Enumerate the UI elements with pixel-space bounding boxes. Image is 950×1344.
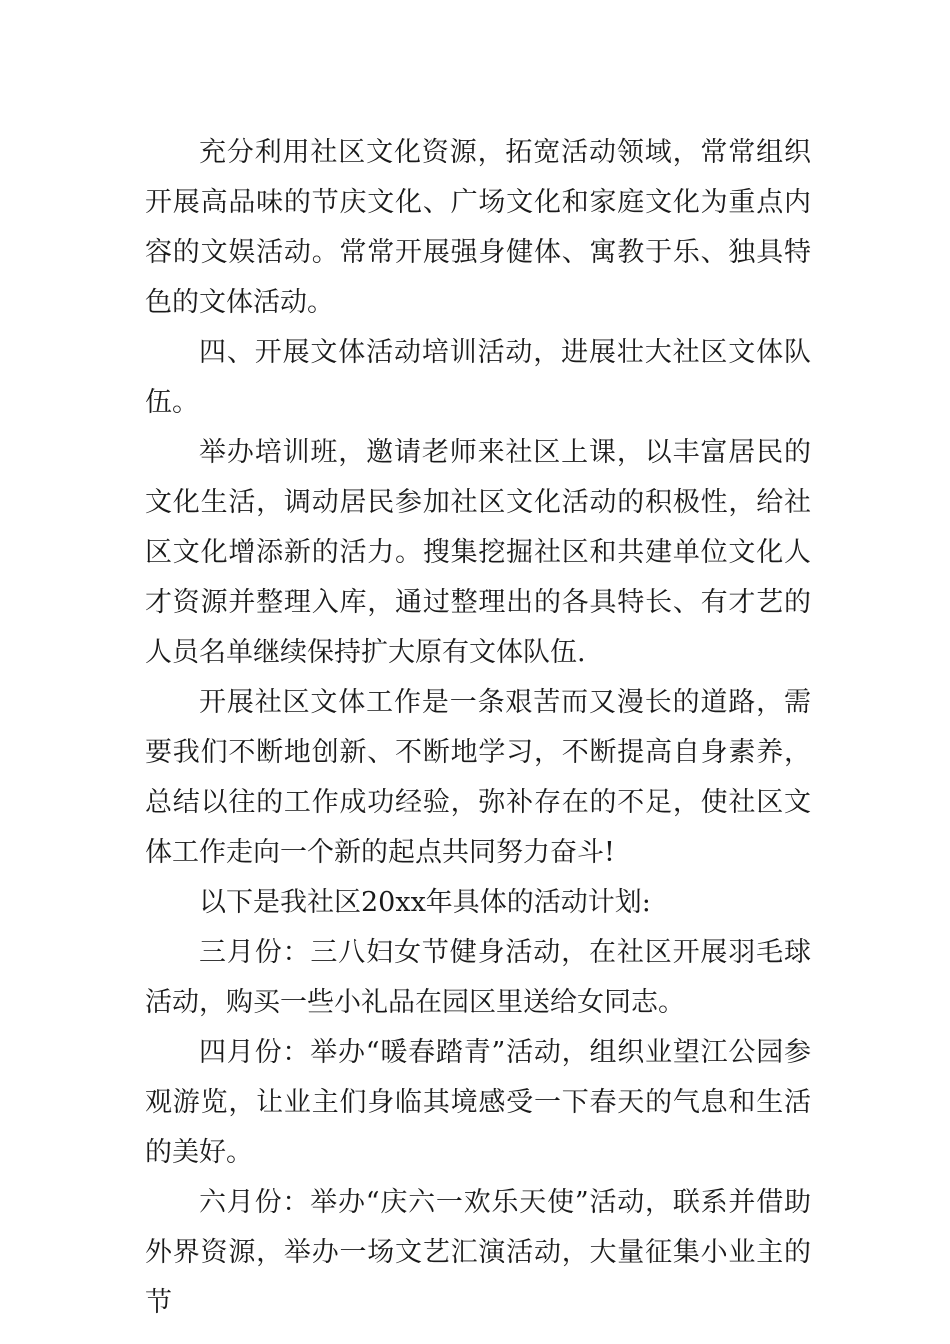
plan-intro: 以下是我社区20xx年具体的活动计划: [199, 887, 651, 918]
section-heading-four: 四、开展文体活动培训活动，进展壮大社区文体队伍。 [145, 337, 811, 418]
paragraph-training: 举办培训班，邀请老师来社区上课，以丰富居民的文化生活，调动居民参加社区文化活动的积极性，给社区文化增添新的活力。搜集挖掘社区和共建单位文化人才资源并整理入库，通过整理出的各具特长、有才艺的人员名单继续保持扩大原有文体队伍. [145, 437, 811, 668]
plan-item-april: 四月份：举办“暖春踏青”活动，组织业望江公园参观游览，让业主们身临其境感受一下春天的气息和生活的美好。 [145, 1037, 811, 1168]
document-body [145, 128, 811, 1328]
plan-item-june: 六月份：举办“庆六一欢乐天使”活动，联系并借助外界资源，举办一场文艺汇演活动，大量征集小业主的节 [145, 1187, 811, 1318]
paragraph-summary: 开展社区文体工作是一条艰苦而又漫长的道路，需要我们不断地创新、不断地学习，不断提高自身素养，总结以往的工作成功经验，弥补存在的不足，使社区文体工作走向一个新的起点共同努力奋斗! [145, 687, 811, 868]
paragraph-culture-resources: 充分利用社区文化资源，拓宽活动领域，常常组织开展高品味的节庆文化、广场文化和家庭文化为重点内容的文娱活动。常常开展强身健体、寓教于乐、独具特色的文体活动。 [145, 137, 811, 318]
plan-item-march: 三月份：三八妇女节健身活动，在社区开展羽毛球活动，购买一些小礼品在园区里送给女同志。 [145, 937, 811, 1018]
